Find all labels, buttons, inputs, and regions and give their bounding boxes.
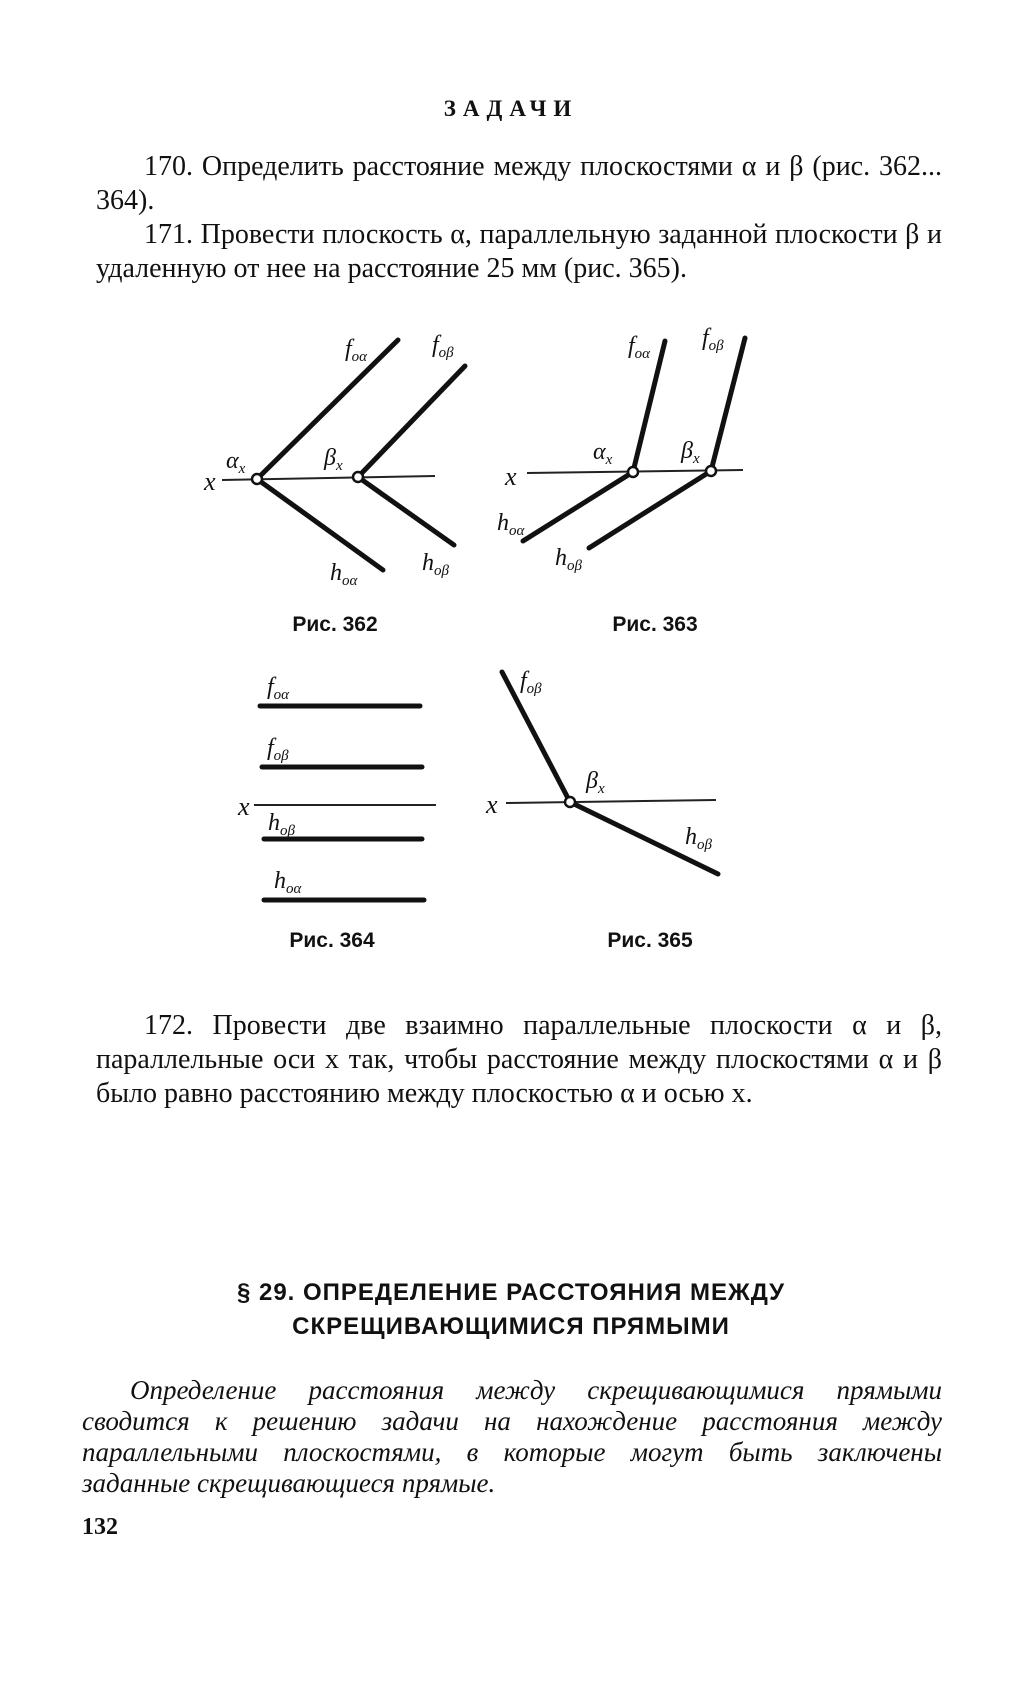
section-title xyxy=(0,1276,1022,1344)
point-beta-x xyxy=(353,472,363,482)
label-f-alpha: $f_{o\alpha}$ xyxy=(628,333,651,362)
problem-171: 171. Провести плоскость α, параллельную заданной плоскости β и удаленную от нее на расстояние 25 мм (рис. 365). xyxy=(96,219,942,284)
label-f-alpha: $f_{o\alpha}$ xyxy=(345,336,368,365)
label-h-alpha: $h_{o\alpha}$ xyxy=(330,560,358,589)
trace-h-alpha xyxy=(257,479,383,570)
point-beta-x xyxy=(706,466,716,476)
problem-172-block xyxy=(96,1009,942,1111)
section-intro xyxy=(82,1375,942,1499)
label-h-alpha: $h_{o\alpha}$ xyxy=(274,868,302,897)
label-f-alpha: $f_{o\alpha}$ xyxy=(267,674,290,703)
trace-h-beta xyxy=(358,477,454,545)
point-alpha-x xyxy=(628,467,638,477)
caption-362: Рис. 362 xyxy=(292,613,378,636)
label-f-beta: $f_{o\beta}$ xyxy=(267,735,289,764)
label-f-beta: $f_{o\beta}$ xyxy=(432,332,454,361)
caption-363: Рис. 363 xyxy=(612,613,698,636)
label-beta-x: $\beta_x$ xyxy=(681,438,700,467)
label-h-beta: $h_{o\beta}$ xyxy=(422,550,449,579)
trace-f-beta xyxy=(358,366,465,477)
label-beta-x: $\beta_x$ xyxy=(324,445,343,474)
section-title-line2: СКРЕЩИВАЮЩИМИСЯ ПРЯМЫМИ xyxy=(292,1313,730,1340)
section-title-line1: § 29. ОПРЕДЕЛЕНИЕ РАССТОЯНИЯ МЕЖДУ xyxy=(236,1279,786,1306)
figure-363 xyxy=(495,325,765,595)
label-h-beta: $h_{o\beta}$ xyxy=(268,810,295,839)
figure-362 xyxy=(200,330,500,610)
caption-364: Рис. 364 xyxy=(289,929,375,952)
page-number: 132 xyxy=(82,1514,118,1540)
label-beta-x: $\beta_x$ xyxy=(586,768,605,797)
problems-170-171 xyxy=(96,150,942,286)
trace-h-beta xyxy=(589,471,711,548)
problem-170: 170. Определить расстояние между плоскостями α и β (рис. 362... 364). xyxy=(96,151,942,216)
label-alpha-x: $\alpha_x$ xyxy=(226,448,246,477)
page-header: ЗАДАЧИ xyxy=(443,96,579,121)
figure-364 xyxy=(240,660,470,920)
point-beta-x xyxy=(565,797,575,807)
label-h-beta: $h_{o\beta}$ xyxy=(685,824,712,853)
label-f-beta: $f_{o\beta}$ xyxy=(520,668,542,697)
figure-365 xyxy=(486,660,770,920)
label-x: x xyxy=(505,462,517,491)
x-axis xyxy=(506,800,716,803)
label-x: x xyxy=(238,792,250,821)
label-f-beta: $f_{o\beta}$ xyxy=(702,325,724,354)
intro-paragraph: Определение расстояния между скрещивающимися прямыми сводится к решению задачи на нахождение расстояния между параллельными плоскостями, в которые могут быть заключены заданные скрещивающиеся прямые. xyxy=(82,1375,942,1498)
trace-f-beta xyxy=(711,338,745,471)
label-x: x xyxy=(204,467,216,496)
point-alpha-x xyxy=(252,474,262,484)
label-x: x xyxy=(486,790,498,819)
label-alpha-x: $\alpha_x$ xyxy=(593,439,613,468)
label-h-alpha: $h_{o\alpha}$ xyxy=(497,510,525,539)
caption-365: Рис. 365 xyxy=(607,929,693,952)
problem-172: 172. Провести две взаимно параллельные плоскости α и β, параллельные оси x так, чтобы расстояние между плоскостями α и β было равно расстоянию между плоскостью α и осью x. xyxy=(96,1010,942,1109)
label-h-beta: $h_{o\beta}$ xyxy=(555,545,582,574)
